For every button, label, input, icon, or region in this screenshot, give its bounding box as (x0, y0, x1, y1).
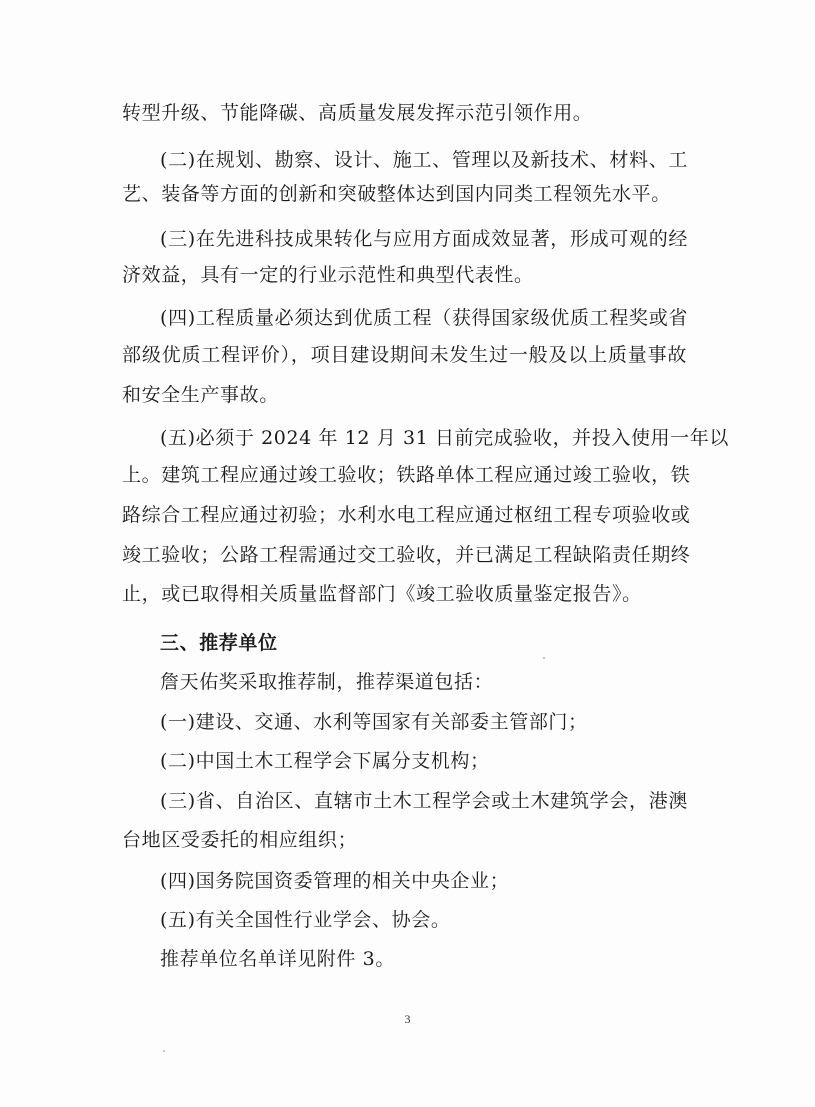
paragraph-line: 艺、装备等方面的创新和突破整体达到国内同类工程领先水平。 (122, 183, 671, 205)
paragraph-line: (五)必须于 2024 年 12 月 31 日前完成验收，并投入使用一年以 (160, 427, 729, 449)
paragraph-line: 詹天佑奖采取推荐制，推荐渠道包括： (160, 671, 494, 693)
scan-speck (543, 657, 545, 659)
paragraph-line: 路综合工程应通过初验；水利水电工程应通过枢纽工程专项验收或 (122, 504, 691, 526)
list-item: (五)有关全国性行业学会、协会。 (160, 909, 451, 931)
paragraph-line: 济效益，具有一定的行业示范性和典型代表性。 (122, 264, 534, 286)
page-number: 3 (404, 1012, 411, 1026)
list-item: (二)中国土木工程学会下属分支机构； (160, 750, 490, 772)
paragraph-line: 和安全生产事故。 (122, 384, 279, 406)
paragraph-line: 上。建筑工程应通过竣工验收；铁路单体工程应通过竣工验收，铁 (122, 464, 691, 486)
paragraph-line: 转型升级、节能降碳、高质量发展发挥示范引领作用。 (122, 102, 593, 124)
scan-speck (163, 1050, 165, 1052)
section-heading: 三、推荐单位 (160, 632, 278, 654)
paragraph-line: 部级优质工程评价），项目建设期间未发生过一般及以上质量事故 (122, 344, 687, 366)
list-item: (一)建设、交通、水利等国家有关部委主管部门； (160, 711, 588, 733)
paragraph-line: (三)在先进科技成果转化与应用方面成效显著，形成可观的经 (160, 228, 688, 250)
paragraph-line: (二)在规划、勘察、设计、施工、管理以及新技术、材料、工 (160, 149, 688, 171)
paragraph-line: 竣工验收；公路工程需通过交工验收，并已满足工程缺陷责任期终 (122, 544, 691, 566)
paragraph-line: (四)工程质量必须达到优质工程（获得国家级优质工程奖或省 (160, 307, 688, 329)
list-item: (四)国务院国资委管理的相关中央企业； (160, 870, 510, 892)
paragraph-line: 推荐单位名单详见附件 3。 (160, 948, 395, 970)
list-item-continuation: 台地区受委托的相应组织； (122, 829, 358, 851)
list-item: (三)省、自治区、直辖市土木工程学会或土木建筑学会，港澳 (160, 790, 688, 812)
paragraph-line: 止，或已取得相关质量监督部门《竣工验收质量鉴定报告》。 (122, 583, 642, 605)
